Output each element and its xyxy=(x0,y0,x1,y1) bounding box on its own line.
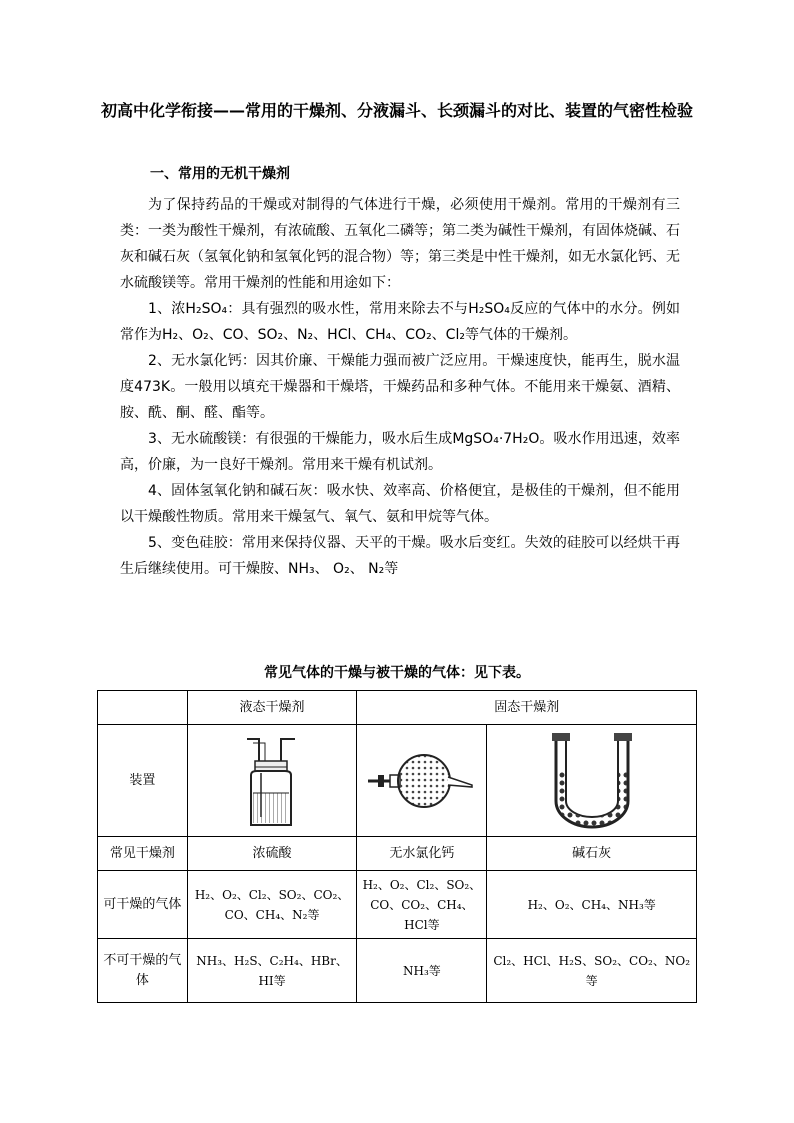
table-caption: 常见气体的干燥与被干燥的气体：见下表。 xyxy=(264,665,530,681)
table-row xyxy=(98,871,697,939)
cannot-cell-2: NH₃等 xyxy=(357,939,487,1003)
can-cell-1: H₂、O₂、Cl₂、SO₂、CO₂、CO、CH₄、N₂等 xyxy=(187,871,357,939)
can-cell-3: H₂、O₂、CH₄、NH₃等 xyxy=(487,871,697,939)
table-row xyxy=(98,691,697,725)
header-solid: 固态干燥剂 xyxy=(357,691,697,725)
item-1: 1、浓H₂SO₄：具有强烈的吸水性，常用来除去不与H₂SO₄反应的气体中的水分。例如常作为H₂、O₂、CO、SO₂、N₂、HCl、CH₄、CO₂、Cl₂等气体的干燥剂。 xyxy=(120,301,680,343)
cannot-cell-3: Cl₂、HCl、H₂S、SO₂、CO₂、NO₂等 xyxy=(487,939,697,1003)
drying-tube-bulb-icon xyxy=(362,741,482,821)
table-row xyxy=(98,837,697,871)
cannot-cell-1: NH₃、H₂S、C₂H₄、HBr、HI等 xyxy=(187,939,357,1003)
header-liquid: 液态干燥剂 xyxy=(187,691,357,725)
device-cell-2 xyxy=(357,725,487,837)
u-tube-icon xyxy=(542,731,642,831)
device-cell-3 xyxy=(487,725,697,837)
row-label-device: 装置 xyxy=(98,725,188,837)
intro-paragraph xyxy=(120,192,680,582)
table-row xyxy=(98,725,697,837)
device-cell-1 xyxy=(187,725,357,837)
row-label-common: 常见干燥剂 xyxy=(98,837,188,871)
can-cell-2: H₂、O₂、Cl₂、SO₂、CO、CO₂、CH₄、HCl等 xyxy=(357,871,487,939)
section-heading: 一、常用的无机干燥剂 xyxy=(150,166,290,182)
intro-text: 为了保持药品的干燥或对制得的气体进行干燥，必须使用干燥剂。常用的干燥剂有三类：一类为酸性干燥剂，有浓硫酸、五氧化二磷等；第二类为碱性干燥剂，有固体烧碱、石灰和碱石灰（氢氧化钠和氢氧化钙的混合物）等；第三类是中性干燥剂，如无水氯化钙、无水硫酸镁等。常用干燥剂的性能和用途如下： xyxy=(120,197,680,291)
item-2: 2、无水氯化钙：因其价廉、干燥能力强而被广泛应用。干燥速度快，能再生，脱水温度473K。一般用以填充干燥器和干燥塔，干燥药品和多种气体。不能用来干燥氨、酒精、胺、酰、酮、醛、酯等。 xyxy=(120,353,680,421)
item-3: 3、无水硫酸镁：有很强的干燥能力，吸水后生成MgSO₄·7H₂O。吸水作用迅速，效率高，价廉，为一良好干燥剂。常用来干燥有机试剂。 xyxy=(120,431,680,473)
common-cell-1: 浓硫酸 xyxy=(187,837,357,871)
table-row xyxy=(98,939,697,1003)
table-corner-cell xyxy=(98,691,188,725)
document-title: 初高中化学衔接——常用的干燥剂、分液漏斗、长颈漏斗的对比、装置的气密性检验 xyxy=(100,101,693,120)
item-4: 4、固体氢氧化钠和碱石灰：吸水快、效率高、价格便宜，是极佳的干燥剂，但不能用以干燥酸性物质。常用来干燥氢气、氧气、氨和甲烷等气体。 xyxy=(120,483,680,525)
desiccant-table xyxy=(97,690,697,1003)
common-cell-2: 无水氯化钙 xyxy=(357,837,487,871)
row-label-can: 可干燥的气体 xyxy=(98,871,188,939)
common-cell-3: 碱石灰 xyxy=(487,837,697,871)
row-label-cannot: 不可干燥的气体 xyxy=(98,939,188,1003)
item-5: 5、变色硅胶：常用来保持仪器、天平的干燥。吸水后变红。失效的硅胶可以经烘干再生后继续使用。可干燥胺、NH₃、 O₂、 N₂等 xyxy=(120,535,680,577)
gas-washing-bottle-icon xyxy=(237,731,307,831)
